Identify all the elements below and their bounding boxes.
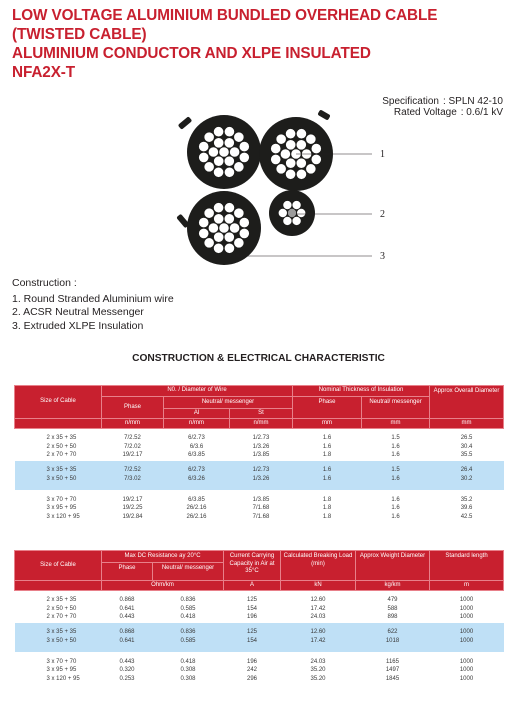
table-cell: 2 x 70 + 70 bbox=[46, 452, 77, 459]
table-cell: 1/3.26 bbox=[252, 443, 270, 450]
aluminium-strand bbox=[286, 140, 296, 150]
table-cell: 39.6 bbox=[460, 505, 473, 512]
table-cell: 1000 bbox=[459, 605, 474, 612]
table-cell: 1.6 bbox=[322, 435, 332, 442]
table-row bbox=[15, 435, 504, 444]
aluminium-strand bbox=[199, 152, 209, 162]
table-cell: 3 x 50 + 50 bbox=[15, 475, 102, 484]
table-cell: 0.836 bbox=[153, 629, 224, 638]
aluminium-strand bbox=[219, 147, 229, 157]
table-cell: 7/1.68 bbox=[252, 505, 270, 512]
header-phase: Phase bbox=[102, 563, 153, 581]
table-cell: 1845 bbox=[385, 675, 400, 682]
table-cell: 2 x 70 + 70 bbox=[46, 614, 77, 621]
aluminium-strand bbox=[285, 129, 295, 139]
aluminium-strand bbox=[234, 132, 244, 142]
aluminium-strand bbox=[234, 208, 244, 218]
table-cell: 6/2.73 bbox=[164, 467, 230, 476]
aluminium-strand bbox=[208, 147, 218, 157]
table-cell: 3 x 95 + 95 bbox=[46, 667, 77, 674]
header-insulation-thickness: Nominal Thickness of Insulation bbox=[293, 386, 430, 397]
title-line-3: ALUMINIUM CONDUCTOR AND XLPE INSULATED bbox=[12, 45, 371, 62]
table-cell: 1000 bbox=[430, 637, 504, 646]
aluminium-strand bbox=[213, 203, 223, 213]
aluminium-strand bbox=[224, 167, 234, 177]
header-current-capacity: Current Carrying Capacity in Air at 35°C bbox=[224, 551, 281, 581]
header-approx-weight: Approx Weight Diameter bbox=[356, 551, 430, 581]
construction-heading: Construction : bbox=[12, 277, 77, 289]
table-cell: 1018 bbox=[356, 637, 430, 646]
table-cell: 35.20 bbox=[310, 675, 326, 682]
title-line-4: NFA2X-T bbox=[12, 64, 76, 81]
unit-resistance: Ohm/km bbox=[102, 581, 224, 591]
table-row bbox=[15, 675, 504, 684]
table-cell: 1/2.73 bbox=[252, 435, 270, 442]
table-row bbox=[15, 605, 504, 614]
table-cell: 3 x 95 + 95 bbox=[46, 505, 77, 512]
table-cell: 19/2.17 bbox=[122, 496, 143, 503]
section-title: CONSTRUCTION & ELECTRICAL CHARACTERISTIC bbox=[132, 353, 385, 364]
unit-diameter: mm bbox=[430, 419, 504, 429]
aluminium-strand bbox=[271, 143, 281, 153]
table-cell: 0.308 bbox=[180, 667, 196, 674]
table-row bbox=[15, 496, 504, 505]
table-cell: 19/2.17 bbox=[122, 452, 143, 459]
table-cell: 479 bbox=[387, 597, 398, 604]
table-cell: 1/3.26 bbox=[230, 475, 293, 484]
table-cell: 0.320 bbox=[119, 667, 135, 674]
table-cell: 7/2.52 bbox=[124, 435, 141, 442]
table-cell: 154 bbox=[246, 605, 257, 612]
table-cell: 2 x 35 + 35 bbox=[46, 435, 77, 442]
table-cell: 3 x 35 + 35 bbox=[15, 467, 102, 476]
electrical-table bbox=[14, 550, 504, 684]
aluminium-strand bbox=[234, 162, 244, 172]
construction-table bbox=[14, 385, 504, 522]
aluminium-strand bbox=[296, 169, 306, 179]
aluminium-strand bbox=[204, 238, 214, 248]
aluminium-strand bbox=[214, 214, 224, 224]
header-wire-diameter: N0. / Diameter of Wire bbox=[102, 386, 293, 397]
table-cell: 1.8 bbox=[322, 496, 332, 503]
aluminium-strand bbox=[224, 203, 234, 213]
aluminium-strand bbox=[213, 243, 223, 253]
aluminium-strand bbox=[283, 200, 292, 209]
aluminium-strand bbox=[296, 158, 306, 168]
aluminium-strand bbox=[311, 143, 321, 153]
header-thickness-phase: Phase bbox=[293, 397, 362, 419]
table-cell: 0.443 bbox=[119, 614, 135, 621]
table-cell: 1.6 bbox=[391, 513, 400, 520]
table-cell: 0.868 bbox=[119, 597, 135, 604]
aluminium-strand bbox=[214, 232, 224, 242]
table-cell: 2 x 50 + 50 bbox=[46, 443, 77, 450]
aluminium-strand bbox=[224, 127, 234, 137]
table-row bbox=[15, 614, 504, 623]
unit-thickness-neutral: mm bbox=[362, 419, 430, 429]
aluminium-strand bbox=[229, 147, 239, 157]
table-cell: 3 x 120 + 95 bbox=[46, 675, 80, 682]
aluminium-strand bbox=[213, 127, 223, 137]
table-cell: 296 bbox=[246, 675, 257, 682]
table-cell: 3 x 35 + 35 bbox=[15, 629, 102, 638]
unit-length: m bbox=[430, 581, 504, 591]
aluminium-strand bbox=[239, 228, 249, 238]
table-cell: 196 bbox=[246, 658, 257, 665]
table-cell: 1.6 bbox=[391, 496, 400, 503]
table-cell: 1.5 bbox=[362, 467, 430, 476]
unit-thickness-phase: mm bbox=[293, 419, 362, 429]
aluminium-strand bbox=[285, 169, 295, 179]
table-cell: 7/2.52 bbox=[102, 467, 164, 476]
aluminium-strand bbox=[213, 167, 223, 177]
table-cell: 1.6 bbox=[391, 443, 400, 450]
aluminium-strand bbox=[286, 158, 296, 168]
header-al: Al bbox=[164, 409, 230, 419]
callout-1: 1 bbox=[380, 149, 385, 160]
aluminium-strand bbox=[276, 164, 286, 174]
table-cell: 3 x 70 + 70 bbox=[46, 658, 77, 665]
table-cell: 3 x 70 + 70 bbox=[46, 496, 77, 503]
table-cell: 196 bbox=[246, 614, 257, 621]
construction-item: 3. Extruded XLPE Insulation bbox=[12, 319, 144, 332]
table-cell: 35.20 bbox=[310, 667, 326, 674]
aluminium-strand bbox=[199, 228, 209, 238]
table-cell: 3 x 120 + 95 bbox=[46, 513, 80, 520]
table-cell: 0.836 bbox=[180, 597, 196, 604]
table-cell: 622 bbox=[356, 629, 430, 638]
table-row bbox=[15, 452, 504, 461]
aluminium-strand bbox=[224, 214, 234, 224]
table-cell: 42.5 bbox=[460, 513, 473, 520]
table-cell: 6/3.26 bbox=[164, 475, 230, 484]
table-row bbox=[15, 629, 504, 638]
table-cell: 0.418 bbox=[180, 614, 196, 621]
table-cell: 1.6 bbox=[391, 452, 400, 459]
table-row bbox=[15, 667, 504, 676]
header-size-of-cable: Size of Cable bbox=[15, 386, 102, 419]
table-cell: 1.6 bbox=[362, 475, 430, 484]
table-cell: 12.60 bbox=[310, 597, 326, 604]
aluminium-strand bbox=[292, 200, 301, 209]
table-cell: 1.6 bbox=[391, 505, 400, 512]
construction-item: 2. ACSR Neutral Messenger bbox=[12, 306, 144, 319]
cable-cross-section-diagram bbox=[0, 100, 517, 272]
header-neutral-messenger: Neutral/ messenger bbox=[153, 563, 224, 581]
unit-current: A bbox=[224, 581, 281, 591]
table-cell: 0.641 bbox=[119, 605, 135, 612]
voltage-label: Rated Voltage bbox=[393, 107, 457, 118]
table-cell: 19/2.25 bbox=[122, 505, 143, 512]
unit-weight: kg/km bbox=[356, 581, 430, 591]
table-cell: 125 bbox=[246, 597, 257, 604]
table-row bbox=[15, 467, 504, 476]
table-cell: 1/2.73 bbox=[230, 467, 293, 476]
unit-size bbox=[15, 419, 102, 429]
table-cell: 0.253 bbox=[119, 675, 135, 682]
aluminium-strand bbox=[208, 223, 218, 233]
aluminium-strand bbox=[306, 164, 316, 174]
construction-item: 1. Round Stranded Aluminium wire bbox=[12, 292, 174, 305]
callout-2: 2 bbox=[380, 209, 385, 220]
table-cell: 1.8 bbox=[322, 513, 332, 520]
table-cell: 17.42 bbox=[310, 605, 326, 612]
table-cell: 1/3.85 bbox=[252, 452, 270, 459]
table-cell: 1497 bbox=[385, 667, 400, 674]
table-row bbox=[15, 658, 504, 667]
title-line-2: (TWISTED CABLE) bbox=[12, 26, 147, 43]
table-cell: 35.5 bbox=[460, 452, 473, 459]
unit-size bbox=[15, 581, 102, 591]
table-cell: 6/3.85 bbox=[188, 452, 205, 459]
table-cell: 1000 bbox=[459, 667, 474, 674]
table-cell: 12.60 bbox=[281, 629, 356, 638]
header-dc-resistance: Max DC Resistance ay 20°C bbox=[102, 551, 224, 563]
header-breaking-load: Calculated Breaking Load (min) bbox=[281, 551, 356, 581]
aluminium-strand bbox=[224, 138, 234, 148]
table-cell: 0.308 bbox=[180, 675, 196, 682]
table-cell: 1.5 bbox=[391, 435, 400, 442]
header-thickness-neutral: Neutral/ messenger bbox=[362, 397, 430, 419]
table-cell: 6/2.73 bbox=[188, 435, 205, 442]
callout-3: 3 bbox=[380, 251, 385, 262]
table-cell: 26/2.16 bbox=[186, 513, 207, 520]
table-cell: 1.8 bbox=[322, 452, 332, 459]
aluminium-strand bbox=[311, 154, 321, 164]
aluminium-strand bbox=[292, 216, 301, 225]
insulation-ridge bbox=[178, 116, 193, 130]
table-cell: 1.6 bbox=[322, 443, 332, 450]
table-cell: 26.4 bbox=[430, 467, 504, 476]
title-line-1: LOW VOLTAGE ALUMINIUM BUNDLED OVERHEAD CABLE bbox=[12, 7, 438, 24]
header-phase: Phase bbox=[102, 397, 164, 419]
table-cell: 30.2 bbox=[430, 475, 504, 484]
table-cell: 1165 bbox=[386, 658, 399, 665]
aluminium-strand bbox=[224, 156, 234, 166]
table-cell: 35.2 bbox=[460, 496, 473, 503]
aluminium-strand bbox=[271, 154, 281, 164]
aluminium-strand bbox=[276, 134, 286, 144]
aluminium-strand bbox=[214, 138, 224, 148]
header-neutral-messenger: Neutral/ messenger bbox=[164, 397, 293, 409]
table-row bbox=[15, 443, 504, 452]
header-overall-diameter: Approx Overall Diameter bbox=[430, 386, 504, 419]
table-cell: 3 x 50 + 50 bbox=[15, 637, 102, 646]
table-cell: 2 x 50 + 50 bbox=[46, 605, 77, 612]
table-cell: 588 bbox=[387, 605, 398, 612]
table-cell: 24.03 bbox=[310, 614, 326, 621]
table-cell: 1000 bbox=[430, 629, 504, 638]
document-title bbox=[12, 6, 507, 82]
aluminium-strand bbox=[224, 243, 234, 253]
table-cell: 24.03 bbox=[310, 658, 326, 665]
aluminium-strand bbox=[214, 156, 224, 166]
aluminium-strand bbox=[199, 217, 209, 227]
table-cell: 898 bbox=[387, 614, 398, 621]
aluminium-strand bbox=[296, 129, 306, 139]
aluminium-strand bbox=[280, 149, 290, 159]
table-cell: 0.418 bbox=[180, 658, 196, 665]
aluminium-strand bbox=[239, 141, 249, 151]
aluminium-strand bbox=[204, 208, 214, 218]
table-cell: 1.6 bbox=[293, 467, 362, 476]
table-cell: 17.42 bbox=[281, 637, 356, 646]
unit-st: n/mm bbox=[230, 419, 293, 429]
table-cell: 30.4 bbox=[460, 443, 473, 450]
table-cell: 0.443 bbox=[119, 658, 135, 665]
voltage-value: : 0.6/1 kV bbox=[460, 107, 503, 118]
header-st: St bbox=[230, 409, 293, 419]
spec-label: Specification bbox=[382, 96, 439, 107]
table-cell: 2 x 35 + 35 bbox=[46, 597, 77, 604]
table-cell: 1000 bbox=[459, 597, 474, 604]
header-standard-length: Standard length bbox=[430, 551, 504, 581]
aluminium-strand bbox=[229, 223, 239, 233]
table-cell: 7/2.02 bbox=[124, 443, 141, 450]
table-cell: 242 bbox=[246, 667, 257, 674]
unit-phase: n/mm bbox=[102, 419, 164, 429]
table-row bbox=[15, 597, 504, 606]
aluminium-strand bbox=[204, 132, 214, 142]
table-cell: 154 bbox=[224, 637, 281, 646]
aluminium-strand bbox=[219, 223, 229, 233]
aluminium-strand bbox=[239, 217, 249, 227]
table-cell: 6/3.6 bbox=[189, 443, 204, 450]
table-cell: 1.6 bbox=[293, 475, 362, 484]
table-cell: 0.585 bbox=[153, 637, 224, 646]
construction-list bbox=[12, 277, 174, 333]
table-row bbox=[15, 637, 504, 646]
table-cell: 7/1.68 bbox=[252, 513, 270, 520]
insulation-ridge bbox=[317, 109, 330, 120]
aluminium-strand bbox=[234, 238, 244, 248]
spec-value: : SPLN 42-10 bbox=[442, 96, 503, 107]
table-cell: 1000 bbox=[459, 675, 474, 682]
aluminium-strand bbox=[306, 134, 316, 144]
table-cell: 1000 bbox=[459, 614, 474, 621]
table-cell: 6/3.85 bbox=[188, 496, 205, 503]
table-row bbox=[15, 513, 504, 522]
table-cell: 19/2.84 bbox=[122, 513, 143, 520]
aluminium-strand bbox=[296, 140, 306, 150]
table-cell: 26/2.16 bbox=[186, 505, 207, 512]
table-cell: 7/3.02 bbox=[102, 475, 164, 484]
table-cell: 26.5 bbox=[460, 435, 473, 442]
header-size-of-cable: Size of Cable bbox=[15, 551, 102, 581]
table-cell: 0.585 bbox=[180, 605, 196, 612]
table-cell: 0.641 bbox=[102, 637, 153, 646]
table-cell: 1000 bbox=[459, 658, 474, 665]
table-cell: 1/3.85 bbox=[252, 496, 270, 503]
aluminium-strand bbox=[199, 141, 209, 151]
aluminium-strand bbox=[239, 152, 249, 162]
table-row bbox=[15, 505, 504, 514]
table-row bbox=[15, 475, 504, 484]
table-cell: 125 bbox=[224, 629, 281, 638]
unit-breaking: kN bbox=[281, 581, 356, 591]
table-cell: 1.8 bbox=[322, 505, 332, 512]
aluminium-strand bbox=[204, 162, 214, 172]
table-cell: 0.868 bbox=[102, 629, 153, 638]
unit-al: n/mm bbox=[164, 419, 230, 429]
aluminium-strand bbox=[224, 232, 234, 242]
